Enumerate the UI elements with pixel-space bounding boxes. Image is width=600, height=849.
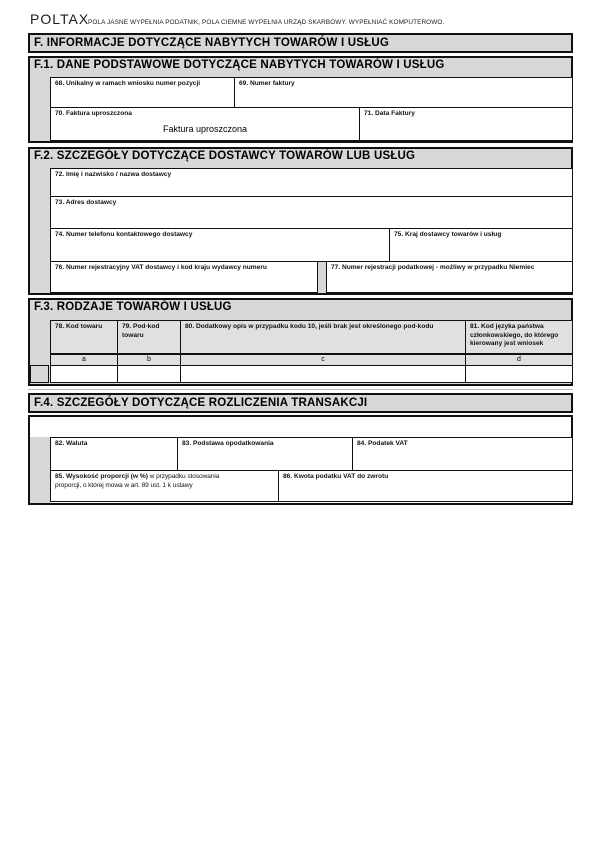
letter-cell-c: c <box>180 353 466 366</box>
letter-cell-a: a <box>50 353 118 366</box>
column-78-kod-towaru <box>50 320 118 354</box>
field-76-numer-vat[interactable] <box>50 261 318 293</box>
field-71-label: 71. Data Faktury <box>364 110 415 117</box>
field-72-label: 72. Imię i nazwisko / nazwa dostawcy <box>55 171 172 178</box>
field-85-label-bold: 85. Wysokość proporcji (w %) <box>55 473 148 480</box>
field-84-podatek-vat[interactable] <box>352 437 573 471</box>
field-86-label: 86. Kwota podatku VAT do zwrotu <box>283 473 389 480</box>
row-index-cell <box>30 365 49 383</box>
field-82-waluta[interactable] <box>50 437 178 471</box>
field-85-label-rest: w przypadku stosowania proporcji, o której mowa w art. 89 ust. 1 k ustawy <box>55 473 220 489</box>
letter-cell-b: b <box>117 353 181 366</box>
field-70-value: Faktura uproszczona <box>162 123 248 134</box>
field-82-label: 82. Waluta <box>55 440 88 447</box>
field-74-label: 74. Numer telefonu kontaktowego dostawcy <box>55 231 193 238</box>
field-69-label: 69. Numer faktury <box>239 80 295 87</box>
field-71-data-faktury[interactable] <box>359 107 573 141</box>
field-83-label: 83. Podstawa opodatkowania <box>182 440 274 447</box>
section-f1-title: F.1. DANE PODSTAWOWE DOTYCZĄCE NABYTYCH TOWARÓW I USŁUG <box>34 59 445 71</box>
field-70-faktura-uproszczona[interactable] <box>50 107 360 141</box>
column-78-label: 78. Kod towaru <box>55 323 103 330</box>
input-80-dodatkowy-opis[interactable] <box>180 365 466 383</box>
section-f-title: F. INFORMACJE DOTYCZĄCE NABYTYCH TOWARÓW I USŁUG <box>34 37 390 49</box>
field-68-unikalny-numer-pozycji[interactable] <box>50 77 235 108</box>
field-70-label: 70. Faktura uproszczona <box>55 110 132 117</box>
field-73-adres-dostawcy[interactable] <box>50 196 573 229</box>
field-75-kraj-dostawcy[interactable] <box>389 228 573 262</box>
column-79-pod-kod-towaru <box>117 320 181 354</box>
field-77-numer-rejestracji-podatkowej[interactable] <box>326 261 573 293</box>
field-75-label: 75. Kraj dostawcy towarów i usług <box>394 231 502 238</box>
column-80-label: 80. Dodatkowy opis w przypadku kodu 10, jeśli brak jest określonego pod-kodu <box>185 323 434 330</box>
field-74-telefon-dostawcy[interactable] <box>50 228 390 262</box>
field-68-label: 68. Unikalny w ramach wniosku numer pozycji <box>55 80 201 87</box>
input-81-kod-jezyka[interactable] <box>465 365 573 383</box>
field-76-label: 76. Numer rejestracyjny VAT dostawcy i kod kraju wydawcy numeru <box>55 264 267 271</box>
section-f2-title: F.2. SZCZEGÓŁY DOTYCZĄCE DOSTAWCY TOWARÓW LUB USŁUG <box>34 150 416 162</box>
section-divider <box>28 389 573 390</box>
left-shade-strip <box>30 437 50 503</box>
column-81-kod-jezyka <box>465 320 573 354</box>
input-79-pod-kod-towaru[interactable] <box>117 365 181 383</box>
letter-cell-d: d <box>465 353 573 366</box>
input-78-kod-towaru[interactable] <box>50 365 118 383</box>
column-80-dodatkowy-opis <box>180 320 466 354</box>
field-86-kwota-vat-do-zwrotu[interactable] <box>278 470 573 502</box>
column-79-label: 79. Pod-kod towaru <box>122 323 160 339</box>
field-73-label: 73. Adres dostawcy <box>55 199 117 206</box>
field-69-numer-faktury[interactable] <box>234 77 573 108</box>
column-81-label: 81. Kod języka państwa członkowskiego, do którego kierowany jest wniosek <box>470 323 559 348</box>
fill-instructions: POLA JASNE WYPEŁNIA PODATNIK, POLA CIEMNE WYPEŁNIA URZĄD SKARBOWY. WYPEŁNIAĆ KOMPUTEROWO. <box>88 19 445 26</box>
field-83-podstawa-opodatkowania[interactable] <box>177 437 353 471</box>
poltax-logo: POLTAX <box>30 11 90 27</box>
field-84-label: 84. Podatek VAT <box>357 440 408 447</box>
field-85-label <box>51 471 236 490</box>
field-72-nazwa-dostawcy[interactable] <box>50 168 573 197</box>
section-f4-title: F.4. SZCZEGÓŁY DOTYCZĄCE ROZLICZENIA TRANSAKCJI <box>34 397 368 409</box>
field-85-wysokosc-proporcji[interactable] <box>50 470 279 502</box>
field-77-label: 77. Numer rejestracji podatkowej - możliwy w przypadku Niemiec <box>331 264 535 271</box>
section-f3-title: F.3. RODZAJE TOWARÓW I USŁUG <box>34 301 232 313</box>
